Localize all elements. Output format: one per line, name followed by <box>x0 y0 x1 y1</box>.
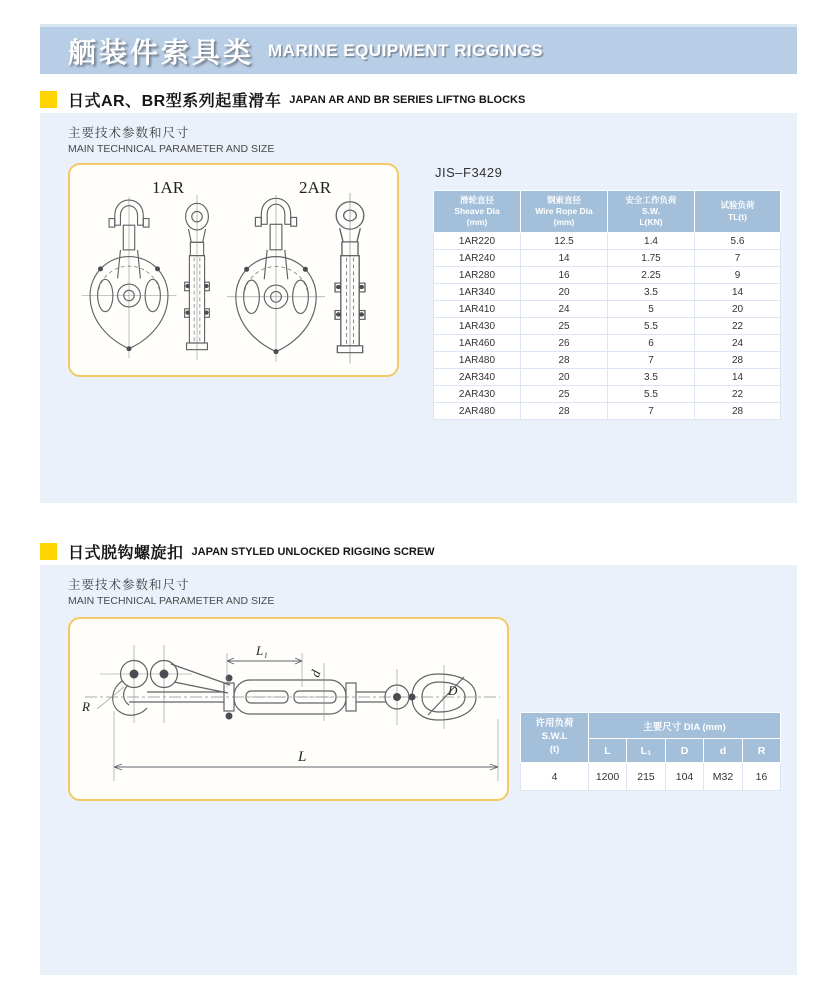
column-group-dia: 主要尺寸 DIA (mm) <box>589 713 781 739</box>
header-line: Wire Rope Dia <box>535 205 593 216</box>
table-cell: M32 <box>704 763 743 791</box>
section2-title-en: JAPAN STYLED UNLOCKED RIGGING SCREW <box>191 545 435 558</box>
column-header-wire-rope-dia <box>521 191 608 233</box>
table-cell: D <box>666 739 704 763</box>
table-row <box>434 250 781 267</box>
header-line: 钢索直径 <box>546 194 581 205</box>
page-banner <box>40 24 797 74</box>
table-cell: 7 <box>608 352 695 369</box>
table-cell: 3.5 <box>608 284 695 301</box>
header-line: 试验负荷 <box>720 200 755 211</box>
header-line: Sheave Dia <box>454 205 500 216</box>
banner-title-en: MARINE EQUIPMENT RIGGINGS <box>268 40 544 60</box>
section1-title-en: JAPAN AR AND BR SERIES LIFTNG BLOCKS <box>289 93 526 106</box>
table-row <box>434 267 781 284</box>
diagram-label-1ar: 1AR <box>152 178 185 197</box>
table-cell: 2AR340 <box>434 369 521 386</box>
table-cell: 14 <box>521 250 608 267</box>
dim-label-l: L <box>298 749 307 765</box>
table-cell: 1AR460 <box>434 335 521 352</box>
table-cell: 22 <box>695 318 781 335</box>
rigging-screw-table <box>520 712 781 791</box>
dim-label-big-d: D <box>448 683 458 698</box>
yellow-square-icon <box>40 543 57 560</box>
header-line: 许用负荷 <box>535 718 574 730</box>
lifting-block-drawing <box>68 163 399 377</box>
dim-label-d: d <box>307 668 324 679</box>
header-line: S.W.L <box>541 731 568 743</box>
header-line: 滑轮直径 <box>459 194 494 205</box>
rigging-screw-diagram <box>70 619 507 799</box>
header-line: (mm) <box>466 217 488 228</box>
param-label-en: MAIN TECHNICAL PARAMETER AND SIZE <box>68 595 275 607</box>
table-cell: 5.5 <box>608 386 695 403</box>
section1-heading <box>40 88 525 111</box>
table-cell: 1AR220 <box>434 233 521 250</box>
header-line: S.W. <box>642 205 660 216</box>
table-cell: 28 <box>521 352 608 369</box>
table-cell: 3.5 <box>608 369 695 386</box>
table-cell: 2AR480 <box>434 403 521 420</box>
table-cell: 16 <box>521 267 608 284</box>
table-row <box>434 318 781 335</box>
table-cell: 215 <box>627 763 666 791</box>
table-cell: 25 <box>521 318 608 335</box>
table-cell: 16 <box>743 763 781 791</box>
table-cell: R <box>743 739 781 763</box>
table-row <box>434 352 781 369</box>
column-header-swl <box>608 191 695 233</box>
table-row <box>434 301 781 318</box>
table-cell: 12.5 <box>521 233 608 250</box>
table-cell: 28 <box>695 403 781 420</box>
table-cell: 1.75 <box>608 250 695 267</box>
table-cell: 9 <box>695 267 781 284</box>
table-cell: 20 <box>521 284 608 301</box>
dim-label-r: R <box>82 699 90 714</box>
table-cell: d <box>704 739 743 763</box>
table-row <box>434 369 781 386</box>
table-cell: 1AR280 <box>434 267 521 284</box>
section2-title-zh: 日式脱钩螺旋扣 <box>68 545 184 562</box>
table-cell: 2AR430 <box>434 386 521 403</box>
table-cell: 7 <box>608 403 695 420</box>
table-cell: 24 <box>521 301 608 318</box>
header-line: (t) <box>549 743 560 755</box>
section2-param-label <box>68 575 274 607</box>
section1-panel <box>40 113 797 503</box>
section2-heading <box>40 540 435 563</box>
table-row <box>434 335 781 352</box>
diagram-label-2ar: 2AR <box>299 178 332 197</box>
table-cell: 7 <box>695 250 781 267</box>
section1-title-zh: 日式AR、BR型系列起重滑车 <box>68 93 282 110</box>
table-cell: 20 <box>695 301 781 318</box>
table-cell: 5 <box>608 301 695 318</box>
table-cell: 22 <box>695 386 781 403</box>
column-header-sheave-dia <box>434 191 521 233</box>
table-cell: L <box>589 739 627 763</box>
header-line: 安全工作负荷 <box>625 194 677 205</box>
table-cell: 28 <box>695 352 781 369</box>
table-cell: 1200 <box>589 763 627 791</box>
standard-code: JIS–F3429 <box>435 165 503 180</box>
table-cell: 28 <box>521 403 608 420</box>
header-line: TL(t) <box>728 211 747 222</box>
section1-param-label <box>68 123 274 155</box>
section2-panel <box>40 565 797 975</box>
table-cell: 2.25 <box>608 267 695 284</box>
table2-data-row <box>521 763 781 791</box>
yellow-square-icon <box>40 91 57 108</box>
rigging-screw-drawing <box>68 617 509 801</box>
table-cell: 5.5 <box>608 318 695 335</box>
table-cell: 14 <box>695 369 781 386</box>
table-cell: 1AR240 <box>434 250 521 267</box>
column-header-swl <box>521 713 589 763</box>
table-cell: 104 <box>666 763 704 791</box>
table1-header <box>434 191 781 233</box>
table-cell: 5.6 <box>695 233 781 250</box>
table-cell: 20 <box>521 369 608 386</box>
table-cell: 26 <box>521 335 608 352</box>
table-cell: 14 <box>695 284 781 301</box>
table-cell: 6 <box>608 335 695 352</box>
table-row <box>434 284 781 301</box>
lifting-block-diagram <box>70 165 397 375</box>
table-cell: 1AR480 <box>434 352 521 369</box>
table2-header <box>521 713 781 763</box>
table-cell: 4 <box>521 763 589 791</box>
table-cell: 1AR430 <box>434 318 521 335</box>
table-cell: 1.4 <box>608 233 695 250</box>
banner-title-zh: 舾装件索具类 <box>68 36 255 68</box>
column-header-test-load <box>695 191 781 233</box>
param-label-zh: 主要技术参数和尺寸 <box>68 578 190 592</box>
dim-label-l1: L₁ <box>256 643 268 658</box>
table-row <box>434 386 781 403</box>
table-cell: L₁ <box>627 739 666 763</box>
table-row <box>434 403 781 420</box>
table1-body <box>434 233 781 420</box>
table-cell: 24 <box>695 335 781 352</box>
lifting-block-table <box>433 190 781 420</box>
table-row <box>434 233 781 250</box>
param-label-zh: 主要技术参数和尺寸 <box>68 126 190 140</box>
header-line: (mm) <box>553 217 575 228</box>
header-line: L(KN) <box>639 217 663 228</box>
table-cell: 1AR340 <box>434 284 521 301</box>
table-cell: 25 <box>521 386 608 403</box>
table-cell: 1AR410 <box>434 301 521 318</box>
param-label-en: MAIN TECHNICAL PARAMETER AND SIZE <box>68 143 275 155</box>
